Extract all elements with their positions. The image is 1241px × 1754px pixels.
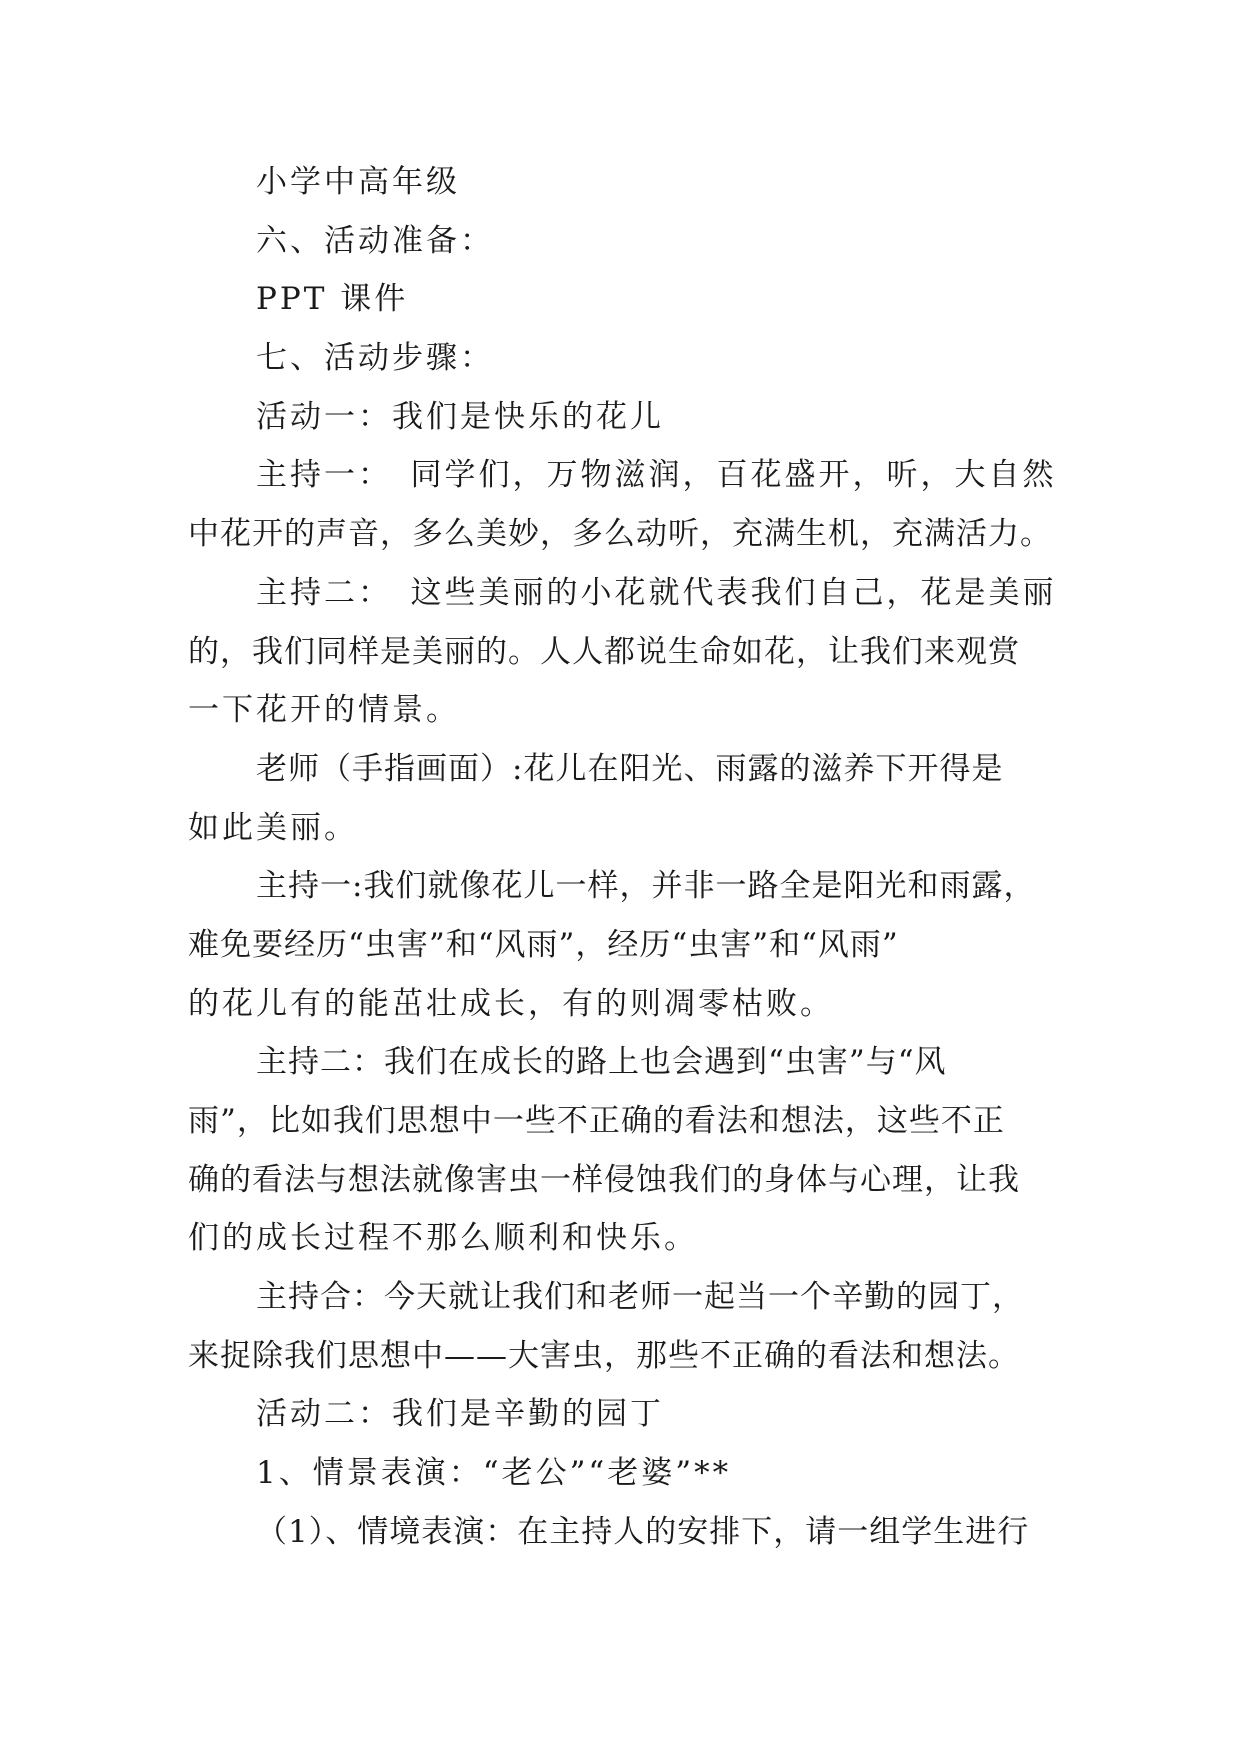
paragraph-line: 小学中高年级 <box>256 164 460 200</box>
activity-heading: 活动二：我们是辛勤的园丁 <box>256 1396 664 1433</box>
paragraph-line: 难免要经历“虫害”和“风雨”，经历“虫害”和“风雨” <box>188 926 899 963</box>
paragraph-line: 主持二：我们在成长的路上也会遇到“虫害”与“风 <box>256 1044 947 1081</box>
paragraph-line: 雨”，比如我们思想中一些不正确的看法和想法，这些不正 <box>188 1103 1005 1139</box>
paragraph-line: 一下花开的情景。 <box>188 692 460 729</box>
paragraph-line: 主持一： 同学们，万物滋润，百花盛开，听，大自然 <box>256 457 1057 494</box>
paragraph-line: PPT 课件 <box>256 281 409 318</box>
paragraph-line: （1）、情境表演：在主持人的安排下，请一组学生进行 <box>256 1513 1030 1550</box>
paragraph-line: 如此美丽。 <box>188 809 358 846</box>
paragraph-line: 来捉除我们思想中——大害虫，那些不正确的看法和想法。 <box>188 1337 1020 1374</box>
paragraph-line: 老师（手指画面）:花儿在阳光、雨露的滋养下开得是 <box>256 750 1004 787</box>
document-body <box>188 153 1057 1562</box>
section-heading: 七、活动步骤： <box>256 340 494 377</box>
paragraph-line: 主持合：今天就让我们和老师一起当一个辛勤的园丁， <box>256 1279 1024 1316</box>
paragraph-line: 的花儿有的能茁壮成长，有的则凋零枯败。 <box>188 985 834 1022</box>
section-heading: 六、活动准备： <box>256 222 494 259</box>
paragraph-line: 确的看法与想法就像害虫一样侵蚀我们的身体与心理，让我 <box>188 1161 1020 1198</box>
paragraph-line: 的，我们同样是美丽的。人人都说生命如花，让我们来观赏 <box>188 633 1020 670</box>
paragraph-line: 中花开的声音，多么美妙，多么动听，充满生机，充满活力。 <box>188 516 1052 553</box>
paragraph-line: 主持一:我们就像花儿一样，并非一路全是阳光和雨露， <box>256 868 1036 905</box>
paragraph-line: 们的成长过程不那么顺利和快乐。 <box>188 1220 698 1257</box>
activity-heading: 活动一：我们是快乐的花儿 <box>256 398 664 435</box>
paragraph-line: 主持二： 这些美丽的小花就代表我们自己，花是美丽 <box>256 574 1057 611</box>
paragraph-line: 1、情景表演：“老公”“老婆”** <box>256 1455 732 1492</box>
